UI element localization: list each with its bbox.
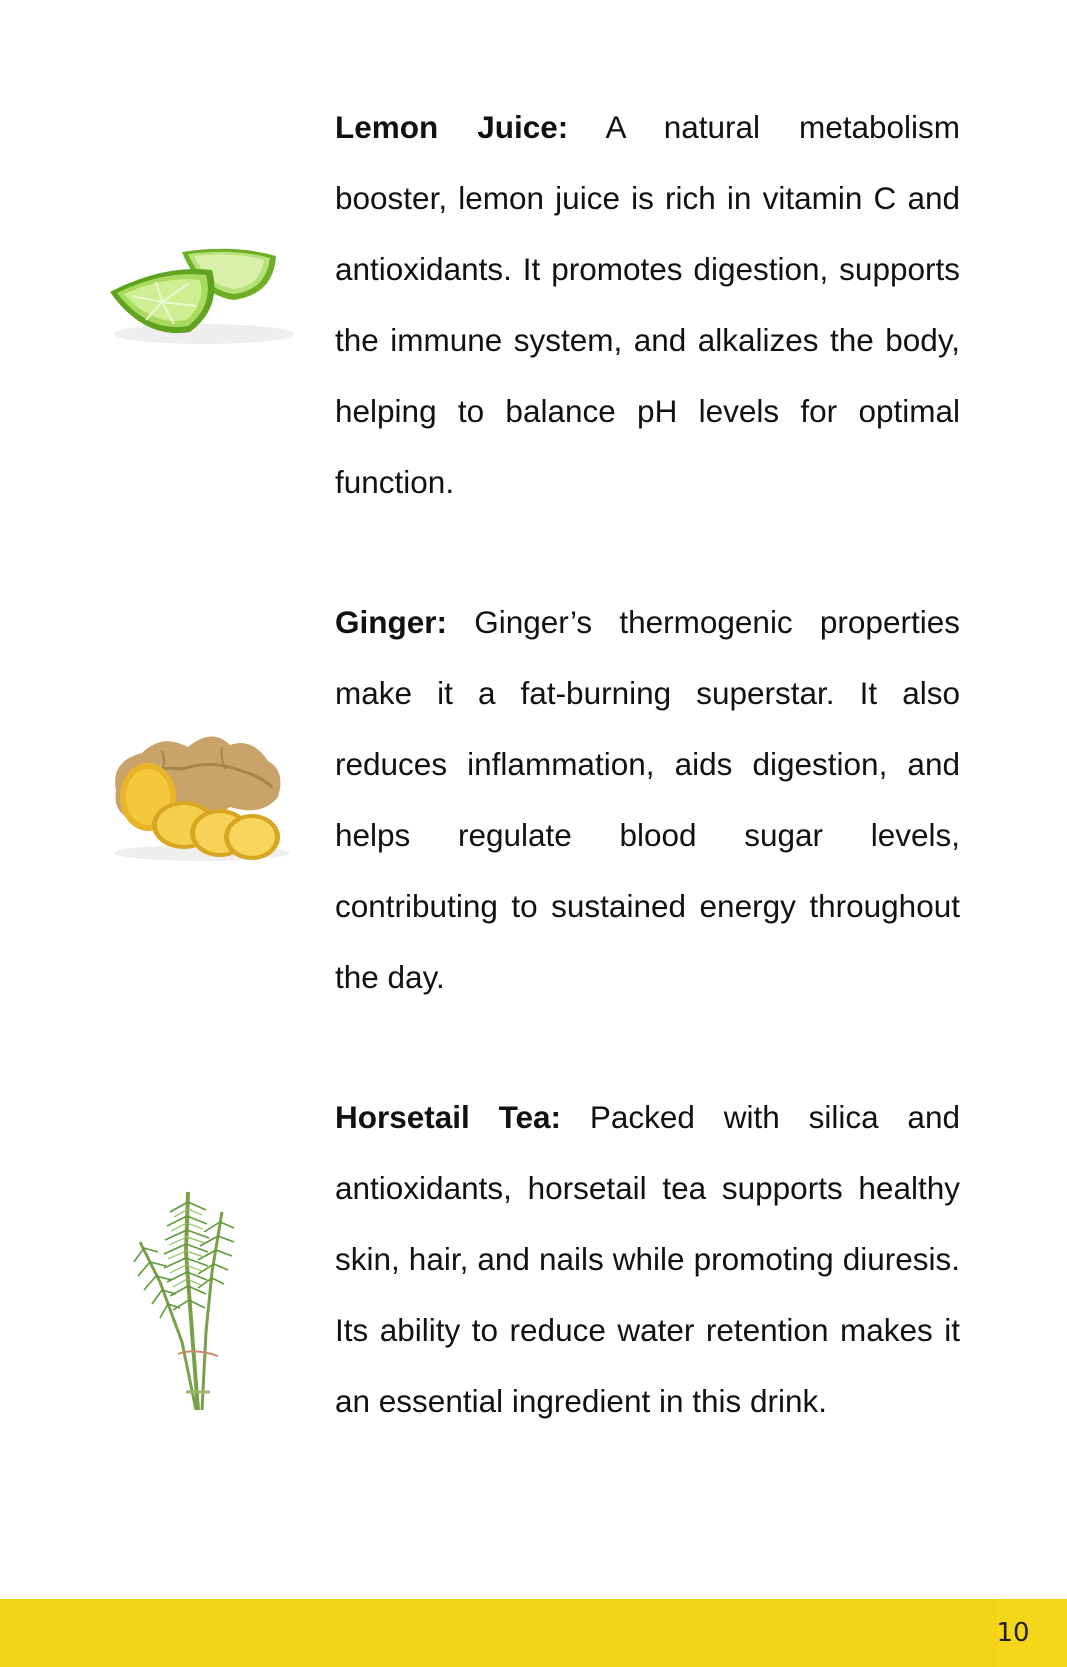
ingredient-description: Packed with silica and antioxidants, horsetail tea supports healthy skin, hair, and nails while promoting diuresis. Its ability to reduce water retention makes it an essential ingredient in this drink. [335, 1099, 960, 1419]
ingredient-term: Lemon Juice: [335, 109, 569, 145]
ingredient-text-lemon-juice [335, 92, 960, 518]
ingredient-term: Ginger: [335, 604, 448, 640]
ingredient-text-ginger [335, 587, 960, 1013]
ingredient-description: Ginger’s thermogenic properties make it a fat-burning superstar. It also reduces inflammation, aids digestion, and helps regulate blood sugar levels, contributing to sustained energy throughout the day. [335, 604, 960, 995]
horsetail-plant-icon [126, 1182, 256, 1412]
ingredient-text-horsetail-tea [335, 1082, 960, 1437]
ginger-root-icon [102, 721, 298, 871]
lime-slices-icon [104, 242, 300, 352]
ingredient-term: Horsetail Tea: [335, 1099, 562, 1135]
footer-band [0, 1599, 1067, 1667]
ingredient-description: A natural metabolism booster, lemon juice is rich in vitamin C and antioxidants. It promotes digestion, supports the immune system, and alkalizes the body, helping to balance pH levels for optimal function. [335, 109, 961, 500]
page-number: 10 [996, 1618, 1030, 1648]
